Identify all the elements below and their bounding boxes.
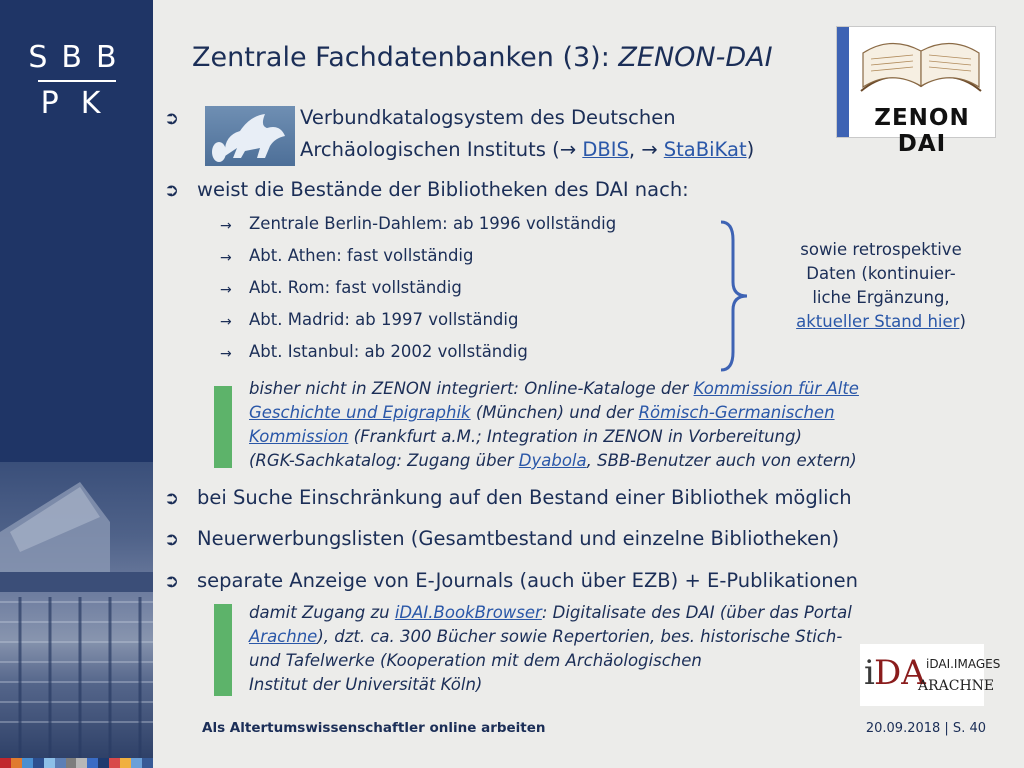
bullet1-line2: Archäologischen Instituts (→ DBIS, → StaBiKat) xyxy=(300,138,755,161)
retro-line4: aktueller Stand hier) xyxy=(796,312,966,331)
book-icon xyxy=(851,31,991,101)
color-strip-segment xyxy=(44,758,55,768)
building-photo xyxy=(0,462,153,758)
bullet1-line1: Verbundkatalogsystem des Deutschen xyxy=(300,106,676,129)
logo-sbb: SBB xyxy=(28,40,131,75)
sub-arrow-icon: → xyxy=(220,282,232,298)
note1-line3: Kommission (Frankfurt a.M.; Integration in ZENON in Vorbereitung) xyxy=(249,427,802,446)
bookbrowser-link[interactable]: iDAI.BookBrowser xyxy=(394,603,542,622)
roemisch-germanischen-link[interactable]: Römisch-Germanischen xyxy=(638,403,835,422)
note2-line2: Arachne), dzt. ca. 300 Bücher sowie Repertorien, bes. historische Stich- xyxy=(249,627,843,646)
color-strip-segment xyxy=(11,758,22,768)
note2-line4: Institut der Universität Köln) xyxy=(249,675,483,694)
page-title: Zentrale Fachdatenbanken (3): ZENON-DAI xyxy=(192,42,773,73)
bullet-arrow-icon: ➲ xyxy=(164,529,180,550)
color-strip-segment xyxy=(22,758,33,768)
note2-line1: damit Zugang zu iDAI.BookBrowser: Digitalisate des DAI (über das Portal xyxy=(249,603,852,622)
idai-logo-top: iDAI.IMAGES xyxy=(926,657,1001,671)
svg-text:i: i xyxy=(864,653,875,693)
color-strip-segment xyxy=(76,758,87,768)
color-strip-segment xyxy=(109,758,120,768)
color-strip-segment xyxy=(55,758,66,768)
bullet-arrow-icon: ➲ xyxy=(164,488,180,509)
arachne-link[interactable]: Arachne xyxy=(249,627,318,646)
sub-arrow-icon: → xyxy=(220,314,232,330)
sub-item: Zentrale Berlin-Dahlem: ab 1996 vollständig xyxy=(249,214,617,233)
note1-line1: bisher nicht in ZENON integriert: Online-Kataloge der Kommission für Alte xyxy=(249,379,859,398)
dyabola-link[interactable]: Dyabola xyxy=(518,451,587,470)
sub-item: Abt. Istanbul: ab 2002 vollständig xyxy=(249,342,528,361)
green-marker xyxy=(214,386,232,468)
footer-title: Als Altertumswissenschaftler online arbeiten xyxy=(202,720,546,736)
note1-line2: Geschichte und Epigraphik (München) und der Römisch-Germanischen xyxy=(249,403,835,422)
aktueller-stand-link[interactable]: aktueller Stand hier xyxy=(796,312,960,331)
sub-item: Abt. Athen: fast vollständig xyxy=(249,246,474,265)
idai-images-arachne-logo xyxy=(860,644,1001,706)
dbis-link[interactable]: DBIS xyxy=(582,138,629,161)
color-strip-segment xyxy=(66,758,77,768)
color-strip-segment xyxy=(142,758,153,768)
zenon-logo-text: ZENON DAI xyxy=(874,105,970,157)
sub-arrow-icon: → xyxy=(220,218,232,234)
stabikat-link[interactable]: StaBiKat xyxy=(663,138,747,161)
curly-brace-icon xyxy=(717,220,753,372)
svg-text:DA: DA xyxy=(874,653,926,693)
griffin-logo xyxy=(205,106,295,166)
footer-date-page: 20.09.2018 | S. 40 xyxy=(865,721,986,736)
sidebar xyxy=(0,0,153,768)
color-strip xyxy=(0,758,153,768)
retro-line3: liche Ergänzung, xyxy=(812,288,950,307)
bullet5-text: separate Anzeige von E-Journals (auch über EZB) + E-Publikationen xyxy=(197,569,858,592)
color-strip-segment xyxy=(0,758,11,768)
sub-arrow-icon: → xyxy=(220,250,232,266)
logo-pk: PK xyxy=(40,86,123,121)
kommission-link[interactable]: Kommission xyxy=(249,427,349,446)
kommission-alte-geschichte-link[interactable]: Kommission für Alte xyxy=(693,379,859,398)
bullet4-text: Neuerwerbungslisten (Gesamtbestand und einzelne Bibliotheken) xyxy=(197,527,840,550)
zenon-dai-logo xyxy=(836,26,996,157)
epigraphik-link[interactable]: Geschichte und Epigraphik xyxy=(249,403,471,422)
sub-arrow-icon: → xyxy=(220,346,232,362)
sub-item: Abt. Rom: fast vollständig xyxy=(249,278,462,297)
logo-divider xyxy=(38,80,116,82)
retro-line2: Daten (kontinuier- xyxy=(806,264,956,283)
green-marker xyxy=(214,604,232,696)
color-strip-segment xyxy=(98,758,109,768)
color-strip-segment xyxy=(87,758,98,768)
sub-item: Abt. Madrid: ab 1997 vollständig xyxy=(249,310,519,329)
bullet3-text: bei Suche Einschränkung auf den Bestand einer Bibliothek möglich xyxy=(197,486,852,509)
note1-line4: (RGK-Sachkatalog: Zugang über Dyabola, SBB-Benutzer auch von extern) xyxy=(249,451,857,470)
bullet2-text: weist die Bestände der Bibliotheken des DAI nach: xyxy=(197,178,689,201)
color-strip-segment xyxy=(120,758,131,768)
retro-line1: sowie retrospektive xyxy=(800,240,962,259)
color-strip-segment xyxy=(33,758,44,768)
bullet-arrow-icon: ➲ xyxy=(164,571,180,592)
note2-line3: und Tafelwerke (Kooperation mit dem Archäologischen xyxy=(249,651,702,670)
bullet-arrow-icon: ➲ xyxy=(164,108,180,129)
color-strip-segment xyxy=(131,758,142,768)
idai-logo-bottom: ARACHNE xyxy=(918,678,995,694)
bullet-arrow-icon: ➲ xyxy=(164,180,180,201)
